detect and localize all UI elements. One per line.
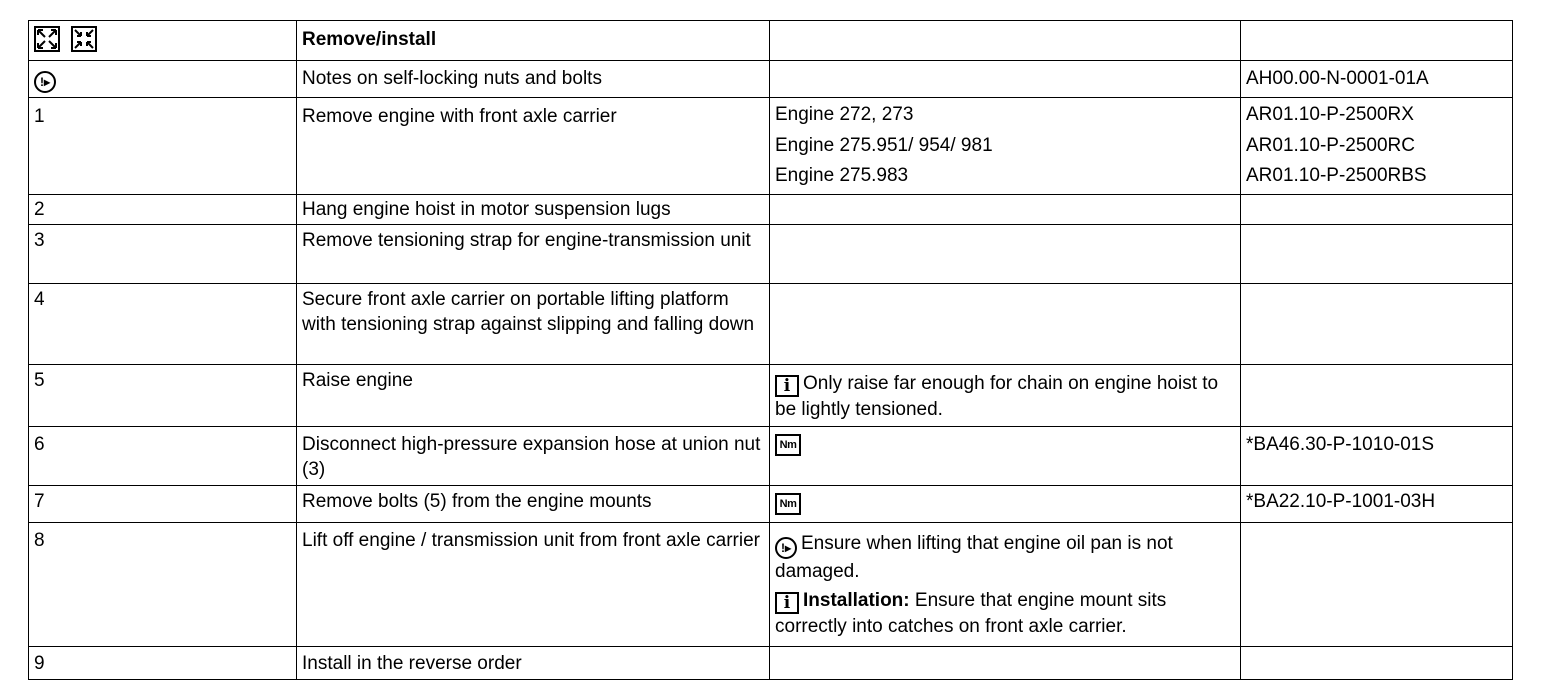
table-row — [29, 426, 1513, 485]
expand-collapse-cell — [29, 21, 297, 61]
reference-link[interactable]: AR01.10-P-2500RX — [1246, 104, 1414, 125]
step-number: 3 — [29, 224, 297, 283]
step-text: Remove bolts (5) from the engine mounts — [297, 485, 770, 522]
step-number: 2 — [29, 194, 297, 224]
page-title: Remove/install — [297, 21, 770, 61]
warning-circle-icon: !▸ — [34, 71, 56, 93]
step-number: 1 — [29, 98, 297, 195]
table-row — [29, 283, 1513, 364]
reference-link[interactable]: AR01.10-P-2500RBS — [1246, 165, 1427, 186]
step-number: 7 — [29, 485, 297, 522]
collapse-icon[interactable] — [71, 26, 97, 52]
installation-label: Installation: — [803, 589, 910, 611]
step-text: Remove tensioning strap for engine-transmission unit — [297, 224, 770, 283]
engine-variant: Engine 275.983 — [775, 165, 909, 186]
notes-text: Notes on self-locking nuts and bolts — [297, 61, 770, 98]
table-row — [29, 522, 1513, 646]
table-row — [29, 21, 1513, 61]
step-note: Ensure when lifting that engine oil pan is not damaged. — [775, 532, 1173, 582]
step-text: Disconnect high-pressure expansion hose at union nut (3) — [297, 426, 770, 485]
notes-ref[interactable]: AH00.00-N-0001-01A — [1241, 61, 1513, 98]
table-row — [29, 485, 1513, 522]
step-text: Raise engine — [297, 364, 770, 426]
step-note: Ensure that engine mount sits correctly into catches on front axle carrier. — [775, 589, 1167, 637]
engine-variant: Engine 275.951/ 954/ 981 — [775, 134, 993, 156]
reference-link[interactable]: AR01.10-P-2500RC — [1246, 134, 1415, 156]
info-icon: i — [775, 592, 799, 614]
step-number: 9 — [29, 646, 297, 679]
torque-icon[interactable]: Nm — [775, 434, 801, 456]
step-number: 8 — [29, 522, 297, 646]
step-text: Hang engine hoist in motor suspension lugs — [297, 194, 770, 224]
table-row — [29, 98, 1513, 195]
step-number: 4 — [29, 283, 297, 364]
reference-link[interactable]: *BA46.30-P-1010-01S — [1241, 426, 1513, 485]
step-text: Remove engine with front axle carrier — [297, 98, 770, 195]
table-row — [29, 224, 1513, 283]
table-row — [29, 194, 1513, 224]
engine-variant: Engine 272, 273 — [775, 104, 914, 125]
expand-icon[interactable] — [34, 26, 60, 52]
step-number: 5 — [29, 364, 297, 426]
reference-link[interactable]: *BA22.10-P-1001-03H — [1241, 485, 1513, 522]
table-row — [29, 364, 1513, 426]
procedure-table — [28, 20, 1513, 680]
step-note: Only raise far enough for chain on engine hoist to be lightly tensioned. — [775, 372, 1219, 420]
step-number: 6 — [29, 426, 297, 485]
torque-icon[interactable]: Nm — [775, 493, 801, 515]
step-text: Install in the reverse order — [297, 646, 770, 679]
warning-circle-icon: !▸ — [775, 537, 797, 559]
step-text: Secure front axle carrier on portable lifting platform with tensioning strap against slipping and falling down — [297, 283, 770, 364]
info-icon: i — [775, 375, 799, 397]
step-text: Lift off engine / transmission unit from front axle carrier — [297, 522, 770, 646]
table-row — [29, 61, 1513, 98]
table-row — [29, 646, 1513, 679]
